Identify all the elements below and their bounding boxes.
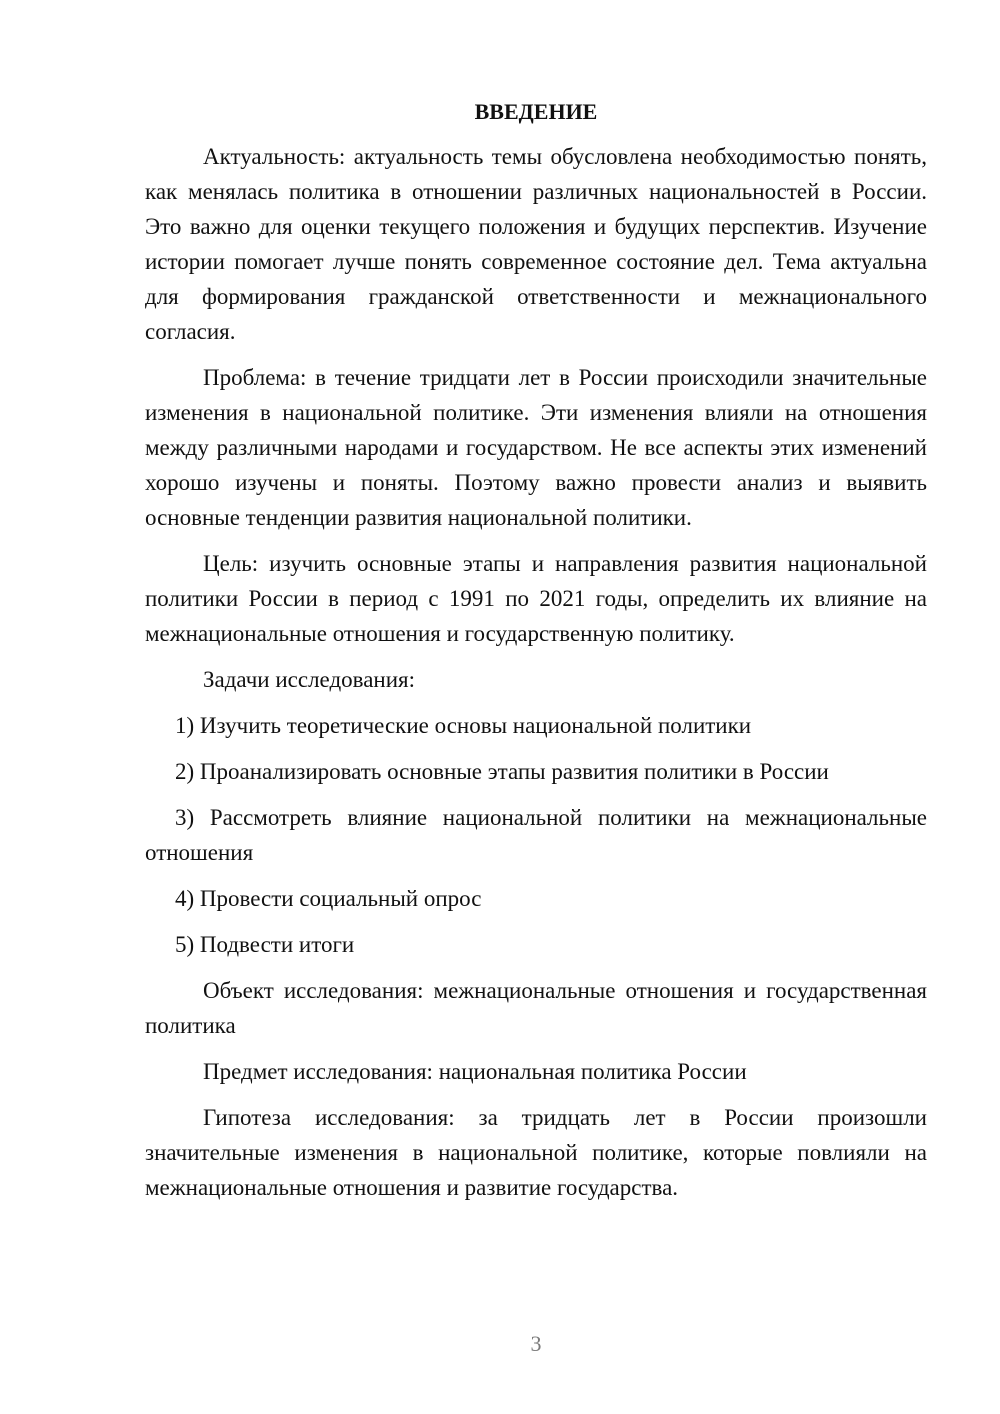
- task-item-3: 3) Рассмотреть влияние национальной политики на межнациональные отношения: [145, 805, 927, 865]
- paragraph-object: Объект исследования: межнациональные отношения и государственная политика: [145, 978, 927, 1038]
- paragraph-problem: Проблема: в течение тридцати лет в России происходили значительные изменения в национальной политике. Эти изменения влияли на отношения между различными народами и государством. Не все аспекты этих изменений хорошо изучены и поняты. Поэтому важно провести анализ и выявить основные тенденции развития национальной политики.: [145, 365, 927, 530]
- paragraph-hypothesis: Гипотеза исследования: за тридцать лет в России произошли значительные изменения в национальной политике, которые повлияли на межнациональные отношения и развитие государства.: [145, 1105, 927, 1200]
- paragraph-subject: Предмет исследования: национальная политика России: [203, 1059, 747, 1084]
- task-item-4: 4) Провести социальный опрос: [175, 886, 482, 911]
- task-item-1: 1) Изучить теоретические основы национальной политики: [175, 713, 752, 738]
- page-number: 3: [530, 1331, 542, 1356]
- task-item-5: 5) Подвести итоги: [175, 932, 355, 957]
- task-item-2: 2) Проанализировать основные этапы развития политики в России: [175, 759, 829, 784]
- page-content: [145, 96, 927, 1216]
- section-title: ВВЕДЕНИЕ: [474, 99, 598, 124]
- paragraph-goal: Цель: изучить основные этапы и направления развития национальной политики России в период с 1991 по 2021 годы, определить их влияние на межнациональные отношения и государственную политику.: [145, 551, 927, 646]
- paragraph-relevance: Актуальность: актуальность темы обусловлена необходимостью понять, как менялась политика в отношении различных национальностей в России. Это важно для оценки текущего положения и будущих перспектив. Изучение истории помогает лучше понять современное состояние дел. Тема актуальна для формирования гражданской ответственности и межнационального согласия.: [145, 144, 927, 344]
- paragraph-tasks-heading: Задачи исследования:: [203, 667, 416, 692]
